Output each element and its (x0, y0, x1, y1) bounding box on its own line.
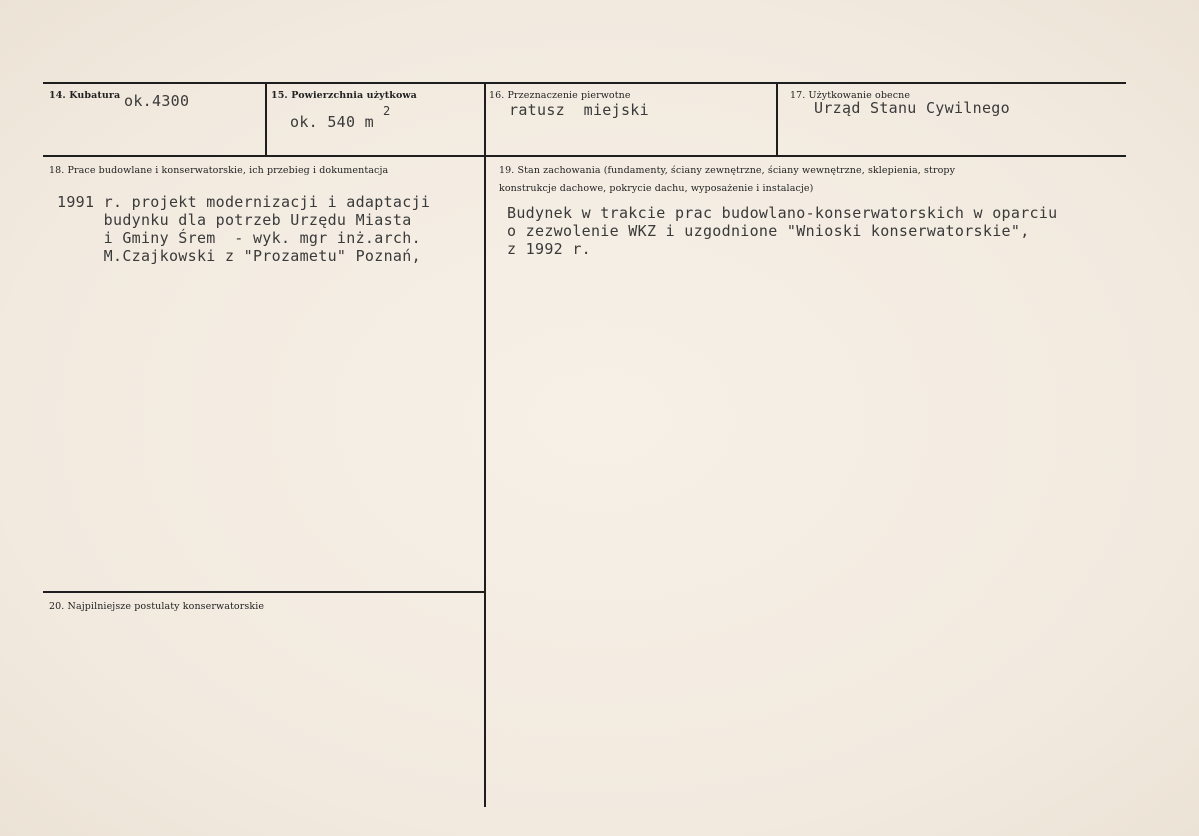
row1-bottom-rule (43, 155, 1126, 157)
divider-16-17 (776, 82, 778, 157)
divider-14-15 (265, 82, 267, 157)
divider-18-20 (43, 591, 484, 593)
przeznaczenie-value: ratusz miejski (509, 101, 649, 119)
przeznaczenie-label: 16. Przeznaczenie pierwotne (489, 90, 631, 101)
kubatura-value: ok.4300 (124, 92, 190, 110)
powierzchnia-value: ok. 540 m (290, 113, 374, 131)
powierzchnia-label: 15. Powierzchnia użytkowa (271, 90, 417, 101)
kubatura-label: 14. Kubatura (49, 90, 121, 101)
prace-line-2: budynku dla potrzeb Urzędu Miasta (57, 211, 412, 229)
stan-zachowania-label-1: 19. Stan zachowania (fundamenty, ściany zewnętrzne, ściany wewnętrzne, sklepienia, stropy (499, 165, 956, 176)
stan-line-2: o zezwolenie WKZ i uzgodnione "Wnioski konserwatorskie", (507, 222, 1030, 240)
stan-line-3: z 1992 r. (507, 240, 591, 258)
prace-line-3: i Gminy Śrem - wyk. mgr inż.arch. (57, 229, 421, 247)
postulaty-label: 20. Najpilniejsze postulaty konserwatorskie (49, 601, 265, 612)
top-rule (43, 82, 1126, 84)
prace-line-1: 1991 r. projekt modernizacji i adaptacji (57, 193, 431, 211)
uzytkowanie-label: 17. Użytkowanie obecne (790, 90, 911, 101)
uzytkowanie-value: Urząd Stanu Cywilnego (814, 99, 1010, 117)
divider-main (484, 155, 486, 807)
stan-zachowania-label-2: konstrukcje dachowe, pokrycie dachu, wyposażenie i instalacje) (499, 183, 814, 194)
prace-budowlane-label: 18. Prace budowlane i konserwatorskie, ich przebieg i dokumentacja (49, 165, 389, 176)
stan-line-1: Budynek w trakcie prac budowlano-konserwatorskich w oparciu (507, 204, 1058, 222)
prace-line-4: M.Czajkowski z "Prozametu" Poznań, (57, 247, 421, 265)
powierzchnia-superscript: 2 (383, 104, 391, 118)
divider-15-16 (484, 82, 486, 157)
